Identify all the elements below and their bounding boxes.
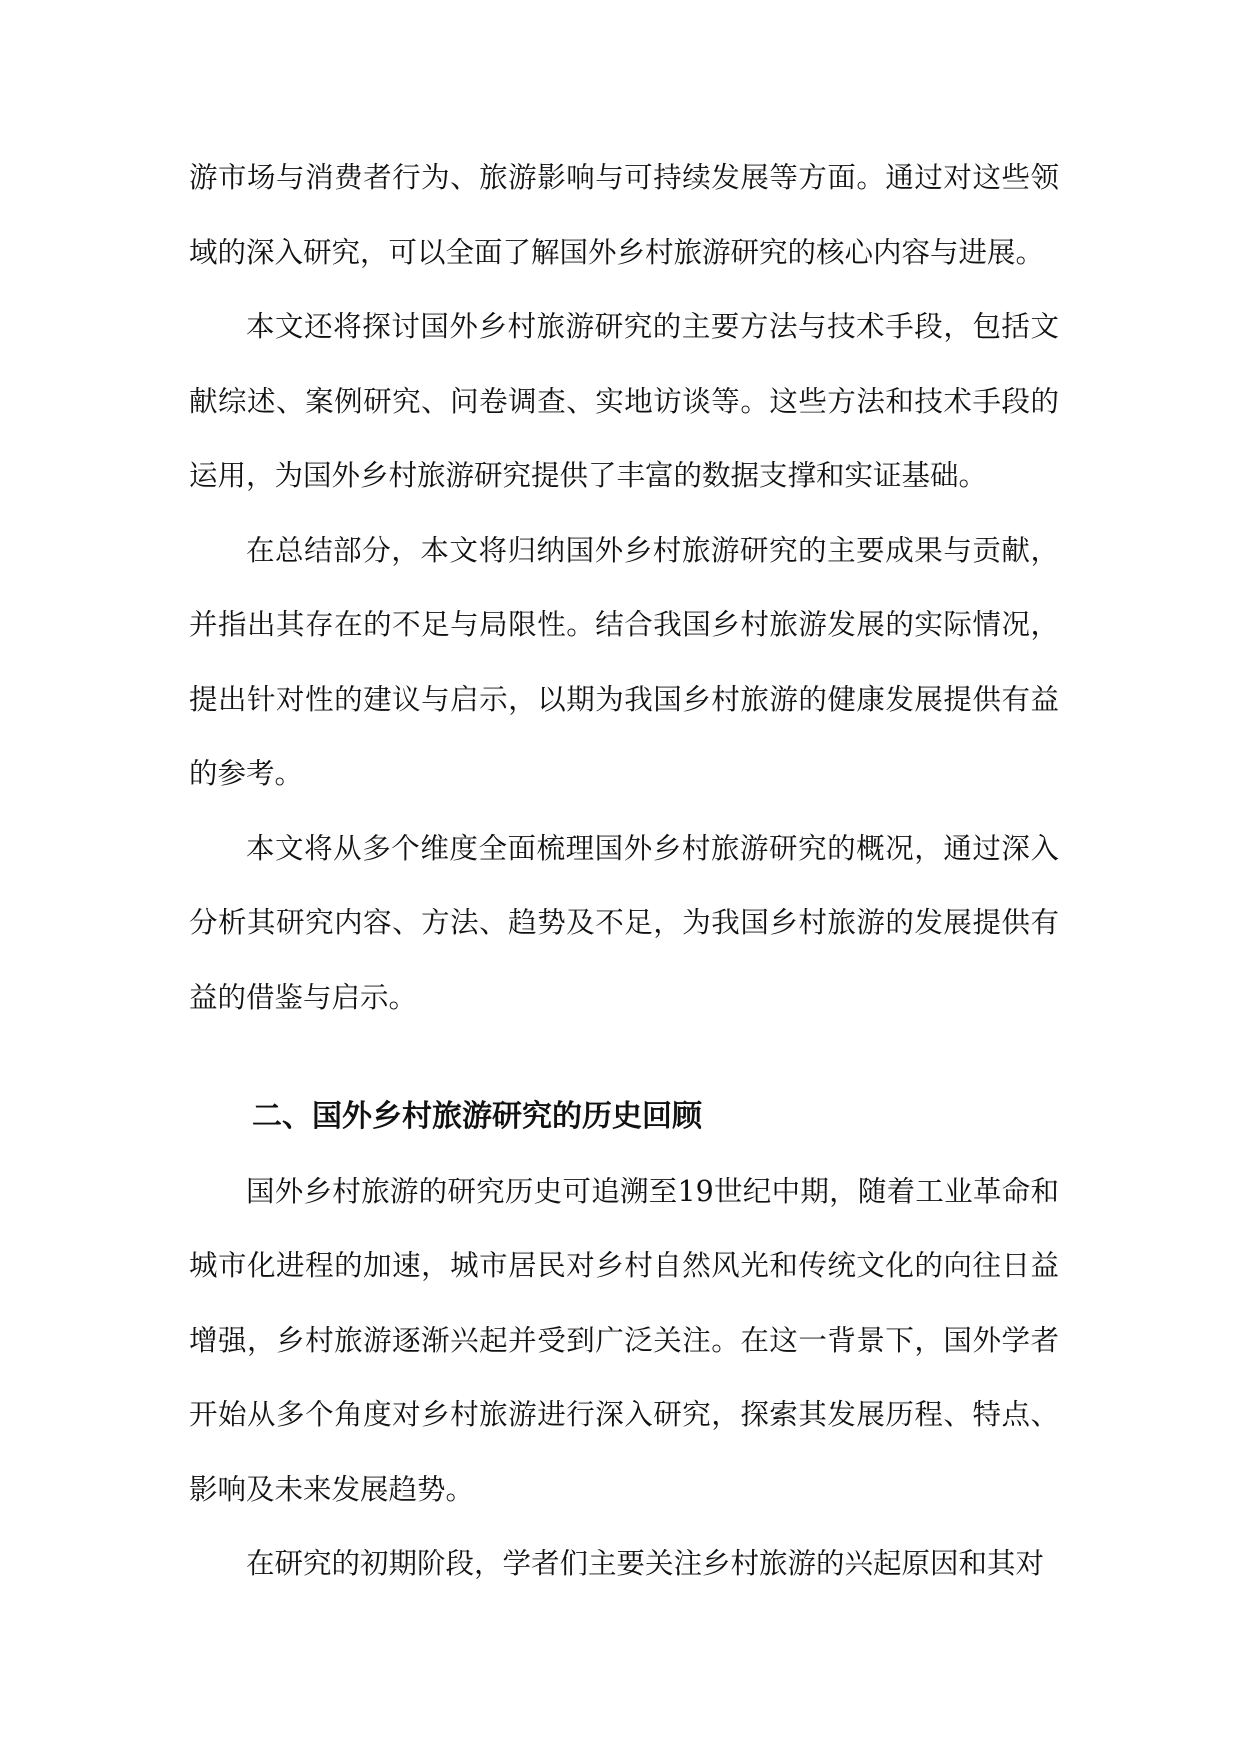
paragraph-early-stage: 在研究的初期阶段，学者们主要关注乡村旅游的兴起原因和其对 [246, 1547, 1045, 1580]
paragraph-methods: 本文还将探讨国外乡村旅游研究的主要方法与技术手段，包括文献综述、案例研究、问卷调查、实地访谈等。这些方法和技术手段的运用，为国外乡村旅游研究提供了丰富的数据支撑和实证基础。 [189, 310, 1059, 492]
paragraph-continued: 游市场与消费者行为、旅游影响与可持续发展等方面。通过对这些领域的深入研究，可以全面了解国外乡村旅游研究的核心内容与进展。 [189, 161, 1059, 269]
paragraph-summary: 在总结部分，本文将归纳国外乡村旅游研究的主要成果与贡献，并指出其存在的不足与局限性。结合我国乡村旅游发展的实际情况，提出针对性的建议与启示，以期为我国乡村旅游的健康发展提供有益的参考。 [189, 533, 1059, 790]
document-body [189, 141, 1059, 1602]
paragraph-overview: 本文将从多个维度全面梳理国外乡村旅游研究的概况，通过深入分析其研究内容、方法、趋势及不足，为我国乡村旅游的发展提供有益的借鉴与启示。 [189, 831, 1059, 1014]
paragraph-history: 国外乡村旅游的研究历史可追溯至19世纪中期，随着工业革命和城市化进程的加速，城市居民对乡村自然风光和传统文化的向往日益增强，乡村旅游逐渐兴起并受到广泛关注。在这一背景下，国外学者开始从多个角度对乡村旅游进行深入研究，探索其发展历程、特点、影响及未来发展趋势。 [189, 1174, 1059, 1506]
section-heading: 二、国外乡村旅游研究的历史回顾 [252, 1099, 702, 1134]
